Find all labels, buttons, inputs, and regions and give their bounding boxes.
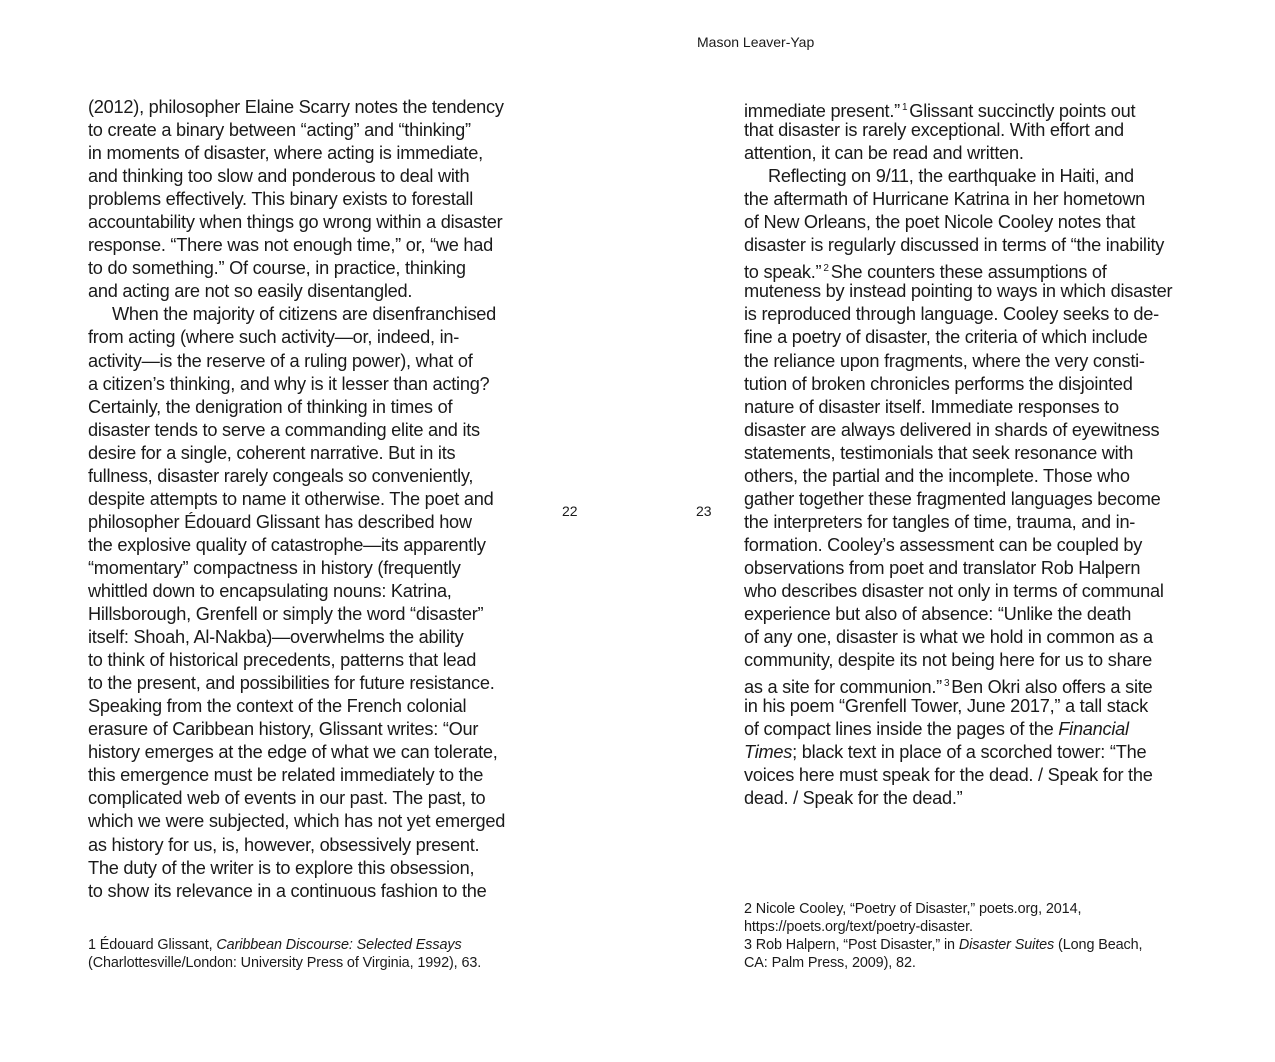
text-line: [88, 880, 505, 903]
text-segment: formation. Cooley’s assessment can be coupled by: [744, 534, 1143, 555]
text-line: [88, 580, 505, 603]
text-segment: whittled down to encapsulating nouns: Katrina,: [88, 580, 452, 601]
text-line: [88, 488, 505, 511]
text-line: [744, 442, 1172, 465]
text-line: [88, 626, 505, 649]
text-line: [744, 350, 1172, 373]
text-line: [88, 303, 505, 326]
text-line: [744, 918, 1142, 936]
text-segment: erasure of Caribbean history, Glissant writes: “Our: [88, 719, 479, 740]
text-segment: complicated web of events in our past. The past, to: [88, 788, 486, 809]
text-line: [88, 188, 505, 211]
text-line: [88, 234, 505, 257]
text-segment: to the present, and possibilities for future resistance.: [88, 673, 495, 694]
italic-title: Times: [744, 742, 793, 763]
text-line: [88, 718, 505, 741]
left-page-footnotes: [88, 936, 481, 972]
right-page-footnotes: [744, 900, 1142, 972]
text-line: [744, 672, 1172, 698]
text-segment: accountability when things go wrong within a disaster: [88, 212, 503, 233]
text-line: [88, 741, 505, 764]
text-line: [88, 280, 505, 303]
text-segment: that disaster is rarely exceptional. With effort and: [744, 120, 1124, 141]
right-page-body-text: [744, 96, 1172, 810]
text-line: [88, 695, 505, 718]
text-line: [744, 373, 1172, 396]
text-segment: (Charlottesville/London: University Press of Virginia, 1992), 63.: [88, 955, 482, 971]
text-line: [88, 936, 481, 954]
text-line: [88, 165, 505, 188]
text-segment: to speak.”: [744, 262, 822, 283]
text-segment: Ben Okri also offers a site: [951, 677, 1153, 698]
text-segment: from acting (where such activity—or, indeed, in-: [88, 327, 460, 348]
text-line: [744, 396, 1172, 419]
text-line: [88, 511, 505, 534]
text-segment: history emerges at the edge of what we can tolerate,: [88, 742, 498, 763]
text-line: [88, 672, 505, 695]
text-line: [744, 465, 1172, 488]
text-segment: is reproduced through language. Cooley seeks to de-: [744, 304, 1159, 325]
text-line: [744, 142, 1172, 165]
text-line: [88, 810, 505, 833]
text-line: [744, 603, 1172, 626]
page-number-left: 22: [562, 503, 578, 519]
text-segment: gather together these fragmented languages become: [744, 488, 1161, 509]
text-segment: despite attempts to name it otherwise. The poet and: [88, 488, 494, 509]
text-segment: muteness by instead pointing to ways in which disaster: [744, 281, 1173, 302]
text-segment: the aftermath of Hurricane Katrina in her hometown: [744, 189, 1145, 210]
text-line: [88, 326, 505, 349]
text-line: [744, 626, 1172, 649]
text-line: [88, 211, 505, 234]
text-line: [744, 326, 1172, 349]
text-segment: itself: Shoah, Al-Nakba)—overwhelms the ability: [88, 627, 464, 648]
text-segment: to think of historical precedents, patterns that lead: [88, 650, 477, 671]
text-line: [744, 165, 1172, 188]
text-segment: activity—is the reserve of a ruling power), what of: [88, 350, 473, 371]
footnote-reference: 2: [823, 263, 829, 275]
text-segment: desire for a single, coherent narrative. But in its: [88, 442, 456, 463]
text-line: [744, 580, 1172, 603]
text-line: [744, 188, 1172, 211]
text-segment: “momentary” compactness in history (frequently: [88, 557, 461, 578]
text-segment: in his poem “Grenfell Tower, June 2017,” a tall stack: [744, 696, 1148, 717]
text-line: [744, 511, 1172, 534]
text-segment: to create a binary between “acting” and “thinking”: [88, 120, 471, 141]
running-header-author: Mason Leaver-Yap: [697, 34, 815, 50]
text-line: [88, 119, 505, 142]
text-segment: and acting are not so easily disentangled.: [88, 281, 413, 302]
text-line: [744, 419, 1172, 442]
text-segment: dead. / Speak for the dead.”: [744, 788, 963, 809]
text-line: [88, 954, 481, 972]
text-segment: fine a poetry of disaster, the criteria of which include: [744, 327, 1148, 348]
text-segment: in moments of disaster, where acting is immediate,: [88, 143, 483, 164]
text-line: [744, 211, 1172, 234]
text-segment: The duty of the writer is to explore this obsession,: [88, 857, 475, 878]
text-segment: ; black text in place of a scorched tower: “The: [792, 742, 1147, 763]
text-segment: voices here must speak for the dead. / Speak for the: [744, 765, 1153, 786]
text-segment: experience but also of absence: “Unlike the death: [744, 604, 1132, 625]
text-line: [744, 900, 1142, 918]
text-line: [744, 787, 1172, 810]
footnote-reference: 1: [901, 102, 908, 113]
text-line: [744, 936, 1142, 954]
text-segment: Reflecting on 9/11, the earthquake in Haiti, and: [768, 166, 1134, 187]
text-segment: observations from poet and translator Rob Halpern: [744, 557, 1141, 578]
text-line: [88, 603, 505, 626]
text-segment: as a site for communion.”: [744, 677, 942, 698]
footnote-reference: 3: [943, 678, 950, 690]
text-segment: this emergence must be related immediately to the: [88, 765, 484, 786]
text-segment: immediate present.”: [744, 101, 900, 121]
page-number-right: 23: [696, 503, 712, 519]
text-segment: of compact lines inside the pages of the: [744, 719, 1059, 740]
text-segment: Speaking from the context of the French colonial: [88, 696, 467, 717]
text-line: [88, 350, 505, 373]
text-segment: the interpreters for tangles of time, trauma, and in-: [744, 511, 1136, 532]
text-segment: 2 Nicole Cooley, “Poetry of Disaster,” poets.org, 2014,: [744, 901, 1082, 917]
text-segment: response. “There was not enough time,” or, “we had: [88, 235, 494, 256]
text-line: [744, 718, 1172, 741]
text-line: [744, 280, 1172, 303]
text-segment: When the majority of citizens are disenfranchised: [112, 304, 497, 325]
text-segment: to do something.” Of course, in practice, thinking: [88, 258, 466, 279]
text-line: [744, 695, 1172, 718]
text-line: [88, 442, 505, 465]
text-segment: which we were subjected, which has not yet emerged: [88, 811, 506, 832]
text-segment: disaster tends to serve a commanding elite and its: [88, 419, 480, 440]
text-segment: fullness, disaster rarely congeals so conveniently,: [88, 465, 474, 486]
text-line: [88, 96, 505, 119]
text-segment: to show its relevance in a continuous fashion to the: [88, 880, 487, 901]
text-segment: (Long Beach,: [1054, 937, 1143, 953]
text-segment: Hillsborough, Grenfell or simply the word “disaster”: [88, 604, 484, 625]
text-line: [744, 764, 1172, 787]
text-segment: problems effectively. This binary exists to forestall: [88, 189, 474, 210]
text-segment: disaster is regularly discussed in terms of “the inability: [744, 235, 1165, 256]
text-line: [744, 488, 1172, 511]
text-line: [88, 373, 505, 396]
text-segment: tution of broken chronicles performs the disjointed: [744, 373, 1133, 394]
text-line: [88, 257, 505, 280]
text-segment: a citizen’s thinking, and why is it lesser than acting?: [88, 373, 490, 394]
italic-title: Financial: [1058, 719, 1129, 740]
text-line: [88, 142, 505, 165]
text-segment: philosopher Édouard Glissant has described how: [88, 511, 472, 532]
text-line: [744, 234, 1172, 257]
text-segment: nature of disaster itself. Immediate responses to: [744, 396, 1119, 417]
text-line: [744, 257, 1172, 283]
text-line: [744, 649, 1172, 672]
text-segment: and thinking too slow and ponderous to deal with: [88, 166, 470, 187]
text-line: [88, 834, 505, 857]
text-line: [744, 954, 1142, 972]
text-line: [744, 741, 1172, 764]
text-line: [88, 787, 505, 810]
text-segment: as history for us, is, however, obsessively present.: [88, 834, 480, 855]
text-segment: CA: Palm Press, 2009), 82.: [744, 955, 916, 971]
text-segment: https://poets.org/text/poetry-disaster.: [744, 919, 973, 935]
text-segment: the reliance upon fragments, where the very consti-: [744, 350, 1145, 371]
text-segment: the explosive quality of catastrophe—its apparently: [88, 534, 486, 555]
text-segment: (2012), philosopher Elaine Scarry notes the tendency: [88, 97, 504, 117]
text-line: [744, 303, 1172, 326]
text-segment: attention, it can be read and written.: [744, 143, 1024, 164]
italic-title: Caribbean Discourse: Selected Essays: [216, 937, 462, 953]
text-segment: others, the partial and the incomplete. Those who: [744, 465, 1130, 486]
text-line: [88, 557, 505, 580]
text-line: [744, 119, 1172, 142]
text-segment: community, despite its not being here for us to share: [744, 650, 1152, 671]
text-line: [88, 857, 505, 880]
text-segment: Certainly, the denigration of thinking in times of: [88, 396, 453, 417]
text-segment: She counters these assumptions of: [830, 262, 1107, 283]
text-line: [88, 534, 505, 557]
text-segment: 3 Rob Halpern, “Post Disaster,” in: [744, 937, 959, 953]
italic-title: Disaster Suites: [958, 937, 1055, 953]
text-line: [88, 465, 505, 488]
text-line: [744, 557, 1172, 580]
text-line: [88, 396, 505, 419]
text-line: [88, 764, 505, 787]
text-segment: who describes disaster not only in terms of communal: [744, 580, 1164, 601]
text-segment: statements, testimonials that seek resonance with: [744, 442, 1134, 463]
text-segment: 1 Édouard Glissant,: [88, 937, 217, 953]
text-line: [744, 534, 1172, 557]
text-segment: of any one, disaster is what we hold in common as a: [744, 627, 1153, 648]
left-page-body-text: [88, 96, 505, 903]
text-line: [744, 96, 1172, 119]
text-segment: of New Orleans, the poet Nicole Cooley notes that: [744, 212, 1136, 233]
text-segment: disaster are always delivered in shards of eyewitness: [744, 419, 1160, 440]
text-segment: Glissant succinctly points out: [909, 101, 1136, 121]
text-line: [88, 419, 505, 442]
text-line: [88, 649, 505, 672]
